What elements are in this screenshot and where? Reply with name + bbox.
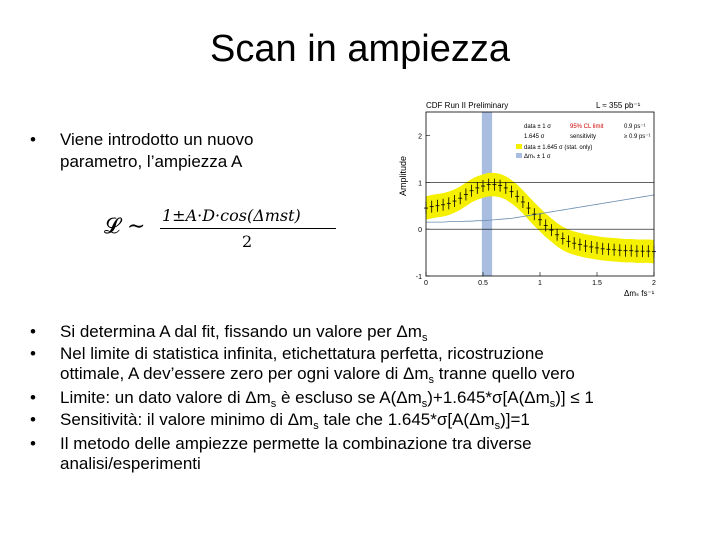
- bullet-dot: •: [30, 410, 36, 429]
- intro-line-1: Viene introdotto un nuovo: [60, 130, 254, 149]
- fraction-bar: [160, 228, 336, 229]
- text-part: )+1.645*σ[A(Δm: [427, 388, 550, 407]
- text-part: ottimale, A dev’essere zero per ogni valore di Δm: [60, 364, 429, 383]
- legend-entry-cl: 95% CL limit: [570, 124, 604, 130]
- legend-entry-sens-value: ≥ 0.9 ps⁻¹: [624, 134, 651, 140]
- text-part: tale che 1.645*σ[A(Δm: [318, 410, 495, 429]
- formula-numerator: 1±A·D·cos(Δmst): [162, 206, 301, 225]
- bullet-fit-text: [60, 322, 427, 344]
- formula-lhs: 𝓛 ∼: [104, 214, 146, 239]
- subscript: s: [421, 398, 428, 410]
- subscript: s: [428, 374, 435, 386]
- bullet-fit: [30, 322, 710, 342]
- chart-title: CDF Run II Preliminary: [426, 101, 509, 110]
- bullet-dot: •: [30, 322, 36, 341]
- x-tick-label: 1.5: [592, 280, 602, 287]
- subscript: s: [270, 398, 277, 410]
- legend-swatch-yellow: [516, 144, 522, 149]
- intro-bullet: [30, 130, 320, 174]
- bullet-dot: •: [30, 388, 36, 407]
- x-tick-label: 0: [424, 280, 428, 287]
- text-part: )]=1: [500, 410, 530, 429]
- bullet-comb-line1: Il metodo delle ampiezze permette la combinazione tra diverse: [60, 434, 532, 453]
- formula-denominator: 2: [242, 232, 253, 251]
- bullet-infinite-line1: Nel limite di statistica infinita, etichettatura perfetta, ricostruzione: [60, 344, 544, 363]
- y-tick-label: 0: [418, 227, 422, 235]
- bullet-comb-line2: analisi/esperimenti: [60, 454, 201, 473]
- text-part: tranne quello vero: [434, 364, 575, 383]
- bullet-limit-infinite: [30, 344, 710, 386]
- y-tick-label: 1: [418, 180, 422, 188]
- legend-entry-data: data ± 1 σ: [524, 124, 552, 130]
- legend-entry-sens: sensitivity: [570, 134, 597, 140]
- text-part: è escluso se A(Δm: [276, 388, 422, 407]
- subscript: s: [494, 420, 501, 432]
- bullet-limit-text: [60, 388, 594, 410]
- amplitude-scan-chart: [396, 96, 658, 300]
- x-tick-label: 0.5: [478, 280, 488, 287]
- y-tick-label: 2: [418, 133, 422, 141]
- bullet-dot: •: [30, 344, 36, 363]
- legend-entry-1645: 1.645 σ: [524, 134, 545, 140]
- legend-swatch-blue: [516, 153, 522, 158]
- x-tick-label: 1: [538, 280, 542, 287]
- subscript: s: [421, 332, 428, 344]
- bullet-infinite-line2: [60, 364, 575, 386]
- bullet-sensitivity: [30, 410, 710, 430]
- y-tick-label: -1: [415, 274, 422, 281]
- text-part: Sensitività: il valore minimo di Δm: [60, 410, 314, 429]
- legend-entry-dms: Δmₛ ± 1 σ: [524, 154, 551, 160]
- legend-entry-stat: data ± 1.645 σ (stat. only): [524, 145, 593, 151]
- bullet-limit: [30, 388, 720, 408]
- bullet-sens-text: [60, 410, 530, 432]
- legend-entry-cl-value: 0.9 ps⁻¹: [624, 124, 646, 130]
- chart-lumi: L ≈ 355 pb⁻¹: [596, 101, 641, 110]
- bullet-dot: •: [30, 434, 36, 453]
- bullet-fit-part: Si determina A dal fit, fissando un valore per Δm: [60, 322, 422, 341]
- text-part: Limite: un dato valore di Δm: [60, 388, 271, 407]
- slide-title: Scan in ampiezza: [210, 28, 510, 70]
- bullet-dot: •: [30, 130, 36, 149]
- y-axis-label: Amplitude: [398, 155, 408, 197]
- x-tick-label: 2: [652, 280, 656, 287]
- x-axis-label: Δmₛ fs⁻¹: [624, 289, 655, 298]
- text-part: )] ≤ 1: [555, 388, 594, 407]
- subscript: s: [313, 420, 319, 432]
- intro-line-2: parametro, l’ampiezza A: [60, 152, 243, 171]
- subscript: s: [549, 398, 556, 410]
- bullet-combination: [30, 434, 710, 476]
- likelihood-formula: [100, 200, 340, 260]
